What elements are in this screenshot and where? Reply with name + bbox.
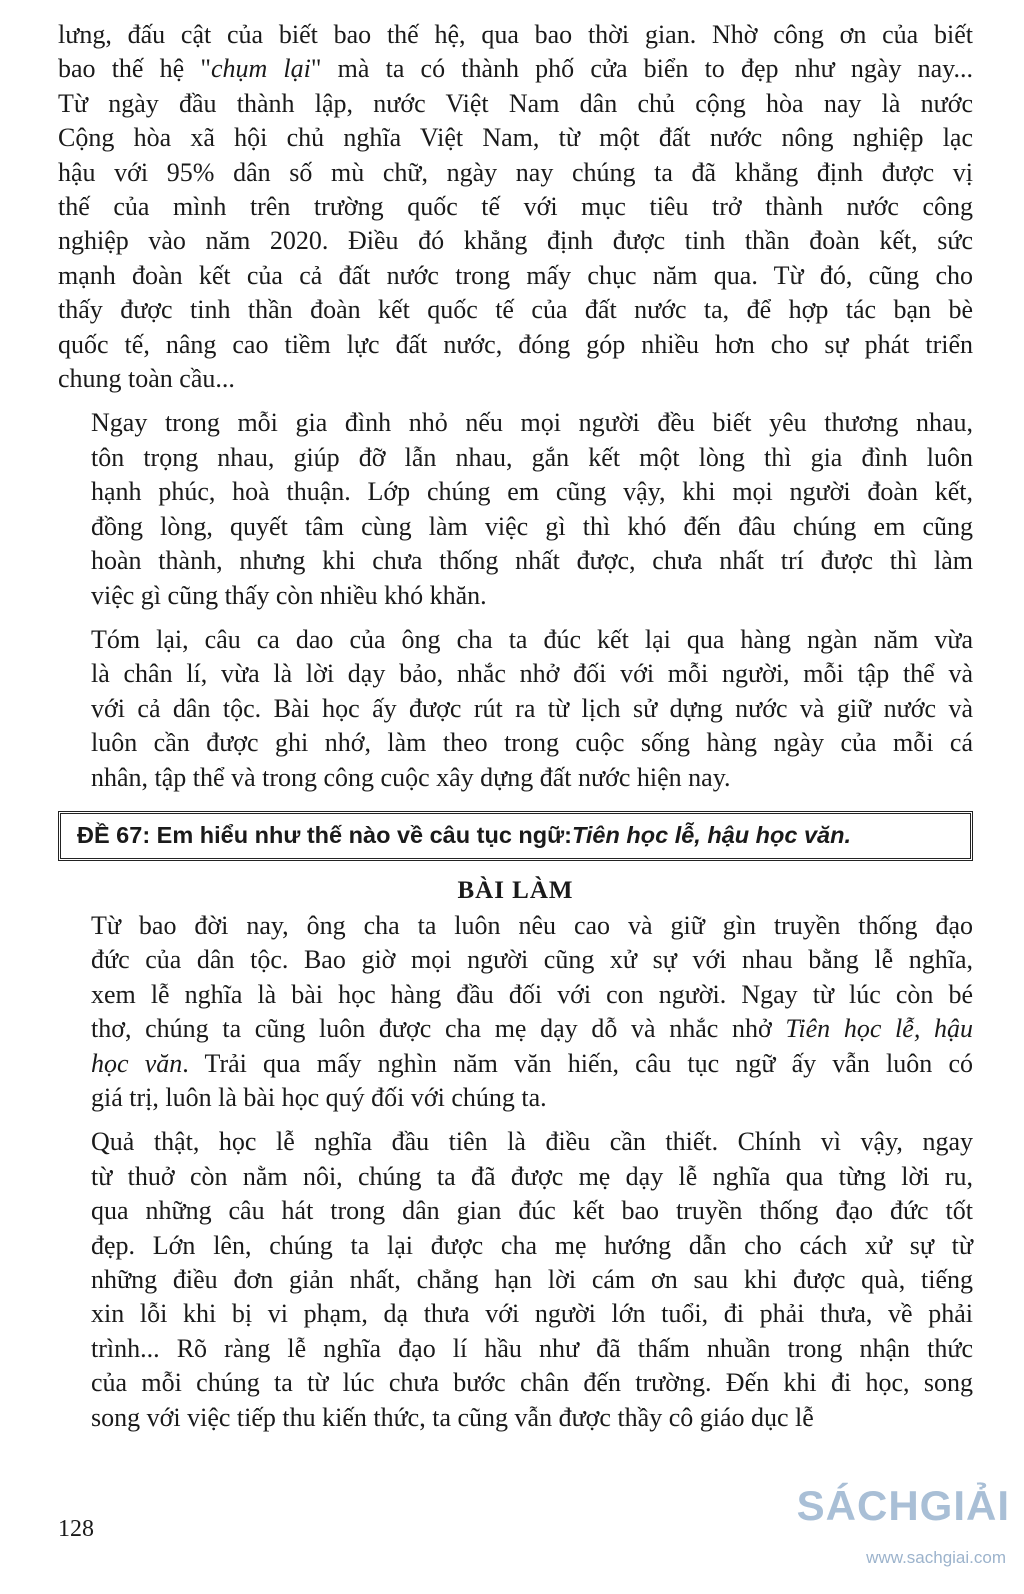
text-line: bao thế hệ "chụm lại" mà ta có thành phố cửa biển to đẹp như ngày nay... <box>58 54 973 84</box>
watermark-url: www.sachgiai.com <box>866 1548 1006 1567</box>
text-line: qua những câu hát trong dân gian đúc kết bao truyền thống đạo đức tốt <box>91 1196 973 1226</box>
page-body <box>58 18 973 1435</box>
paragraph <box>58 406 973 612</box>
paragraph <box>58 909 973 1115</box>
text-line: với cả dân tộc. Bài học ấy được rút ra từ lịch sử dựng nước và giữ nước và <box>91 693 973 723</box>
text-line: là chân lí, vừa là lời dạy bảo, nhắc nhở đối với mỗi người, mỗi tập thể và <box>91 659 973 689</box>
text-line: song với việc tiếp thu kiến thức, ta cũng vẫn được thầy cô giáo dục lễ <box>91 1402 814 1432</box>
bottom-paragraphs <box>58 909 973 1435</box>
page-number: 128 <box>58 1516 94 1542</box>
text-line: thấy được tinh thần đoàn kết quốc tế của đất nước ta, để hợp tác bạn bè <box>58 295 973 325</box>
text-line: những điều đơn giản nhất, chẳng hạn lời cám ơn sau khi được quà, tiếng <box>91 1265 973 1294</box>
text-line: của mỗi chúng ta từ lúc chưa bước chân đến trường. Đến khi đi học, song <box>91 1368 973 1398</box>
text-line: lưng, đấu cật của biết bao thế hệ, qua bao thời gian. Nhờ công ơn của biết <box>58 20 973 49</box>
text-line: đồng lòng, quyết tâm cùng làm việc gì thì khó đến đâu chúng em cũng <box>91 511 973 541</box>
text-line: hậu với 95% dân số mù chữ, ngày nay chúng ta đã khẳng định được vị <box>58 157 973 187</box>
watermark-logo <box>790 1482 1020 1582</box>
watermark-brand: SÁCHGIẢI <box>796 1482 1010 1529</box>
text-line: thế của mình trên trường quốc tế với mục tiêu trở thành nước công <box>58 192 973 222</box>
heading-prefix: ĐỀ 67: Em hiểu như thế nào về câu tục ngữ: <box>77 822 572 849</box>
text-line: xem lễ nghĩa là bài học hàng đầu đối với con người. Ngay từ lúc còn bé <box>91 979 973 1009</box>
top-paragraphs <box>58 18 973 795</box>
text-line: Tóm lại, câu ca dao của ông cha ta đúc kết lại qua hàng ngàn năm vừa <box>91 624 973 654</box>
text-line: nhân, tập thể và trong công cuộc xây dựng đất nước hiện nay. <box>91 762 731 792</box>
text-line: từ thuở còn nằm nôi, chúng ta đã được mẹ dạy lễ nghĩa qua từng lời ru, <box>91 1161 973 1191</box>
text-line: thơ, chúng ta cũng luôn được cha mẹ dạy dỗ và nhắc nhở Tiên học lễ, hậu <box>91 1014 973 1044</box>
text-line: luôn cần được ghi nhớ, làm theo trong cuộc sống hàng ngày của mỗi cá <box>91 728 973 758</box>
essay-title: BÀI LÀM <box>457 876 574 904</box>
text-line: mạnh đoàn kết của cả đất nước trong mấy chục năm qua. Từ đó, cũng cho <box>58 260 973 290</box>
heading-proverb: Tiên học lễ, hậu học văn. <box>571 822 851 849</box>
paragraph <box>58 18 973 396</box>
text-line: Từ bao đời nay, ông cha ta luôn nêu cao và giữ gìn truyền thống đạo <box>91 910 973 940</box>
text-line: giá trị, luôn là bài học quý đối với chúng ta. <box>91 1082 547 1112</box>
text-line: nghiệp vào năm 2020. Điều đó khẳng định được tinh thần đoàn kết, sức <box>58 226 973 256</box>
text-line: xin lỗi khi bị vi phạm, dạ thưa với người lớn tuổi, đi phải thưa, về phải <box>91 1299 973 1329</box>
text-line: trình... Rõ ràng lễ nghĩa đạo lí hầu như đã thấm nhuần trong nhận thức <box>91 1333 973 1363</box>
text-line: học văn. Trải qua mấy nghìn năm văn hiến, câu tục ngữ ấy vẫn luôn có <box>91 1048 973 1078</box>
text-line: đẹp. Lớn lên, chúng ta lại được cha mẹ hướng dẫn cho cách xử sự từ <box>91 1230 973 1260</box>
text-line: Từ ngày đầu thành lập, nước Việt Nam dân chủ cộng hòa nay là nước <box>58 88 973 118</box>
text-line: tôn trọng nhau, giúp đỡ lẫn nhau, gắn kết một lòng thì gia đình luôn <box>91 442 973 472</box>
text-line: Cộng hòa xã hội chủ nghĩa Việt Nam, từ một đất nước nông nghiệp lạc <box>58 123 973 153</box>
paragraph <box>58 623 973 795</box>
text-line: chung toàn cầu... <box>58 364 235 394</box>
exercise-heading <box>58 811 973 861</box>
paragraph <box>58 1125 973 1435</box>
text-line: hoàn thành, nhưng khi chưa thống nhất được, chưa nhất trí được thì làm <box>91 546 973 576</box>
text-line: hạnh phúc, hoà thuận. Lớp chúng em cũng vậy, khi mọi người đoàn kết, <box>91 477 973 507</box>
text-line: Quả thật, học lễ nghĩa đầu tiên là điều cần thiết. Chính vì vậy, ngay <box>91 1127 973 1157</box>
text-line: đức của dân tộc. Bao giờ mọi người cũng xử sự với nhau bằng lễ nghĩa, <box>91 945 973 975</box>
text-line: việc gì cũng thấy còn nhiều khó khăn. <box>91 580 487 610</box>
text-line: Ngay trong mỗi gia đình nhỏ nếu mọi người đều biết yêu thương nhau, <box>91 408 973 438</box>
text-line: quốc tế, nâng cao tiềm lực đất nước, đóng góp nhiều hơn cho sự phát triển <box>58 329 973 359</box>
